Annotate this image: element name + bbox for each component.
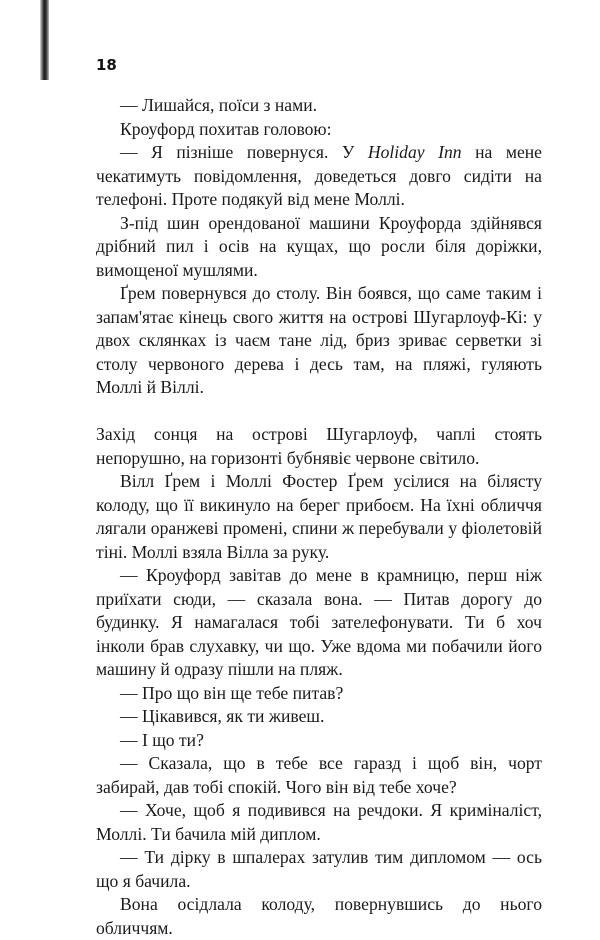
paragraph: Кроуфорд похитав головою: xyxy=(120,118,332,139)
paragraph: — Про що він ще тебе питав? xyxy=(120,682,344,703)
paragraph: З-під шин орендованої машини Кроуфорда здійнявся дрібний пил і осів на кущах, що росли біля доріжки, вимощеної мушлями. xyxy=(96,212,542,280)
paragraph: — І що ти? xyxy=(120,729,204,750)
text-run: — Я пізніше повернуся. У xyxy=(120,142,368,162)
paragraph: Ґрем повернувся до столу. Він боявся, що саме таким і запам'ятає кінець свого життя на острові Шугарлоуф-Кі: у двох склянках із чаєм тане лід, бриз зриває серветки зі столу червоного дерева і десь там, на пляжі, гуляють Моллі й Віллі. xyxy=(96,283,542,397)
italic-name: Holiday Inn xyxy=(367,142,462,162)
paragraph: Вона осідлала колоду, повернувшись до нього обличчям. xyxy=(96,894,542,938)
paragraph: Захід сонця на острові Шугарлоуф, чаплі стоять непорушно, на горизонті бубнявіє червоне світило. xyxy=(96,424,542,468)
paragraph: — Сказала, що в тебе все гаразд і щоб він, чорт забирай, дав тобі спокій. Чого він від тебе хоче? xyxy=(96,753,542,797)
paragraph: Вілл Ґрем і Моллі Фостер Ґрем усілися на білясту колоду, що її викинуло на берег прибоєм. На їхні обличчя лягали оранжеві промені, спини ж перебували у фіолетовій тіні. Моллі взяла Вілла за руку. xyxy=(96,471,542,562)
text-run: на мене чекатимуть повідомлення, доведеться довго сидіти на телефоні. Проте подякуй від мене Моллі. xyxy=(96,142,542,209)
body-text xyxy=(96,94,542,940)
book-spine-shadow xyxy=(40,0,49,80)
paragraph: — Хоче, щоб я подивився на речдоки. Я криміналіст, Моллі. Ти бачила мій диплом. xyxy=(96,800,542,844)
page-number: 18 xyxy=(96,56,117,74)
paragraph: — Ти дірку в шпалерах затулив тим дипломом — ось що я бачила. xyxy=(96,847,542,891)
paragraph xyxy=(96,141,542,212)
paragraph: — Цікавився, як ти живеш. xyxy=(120,706,325,726)
paragraph: — Лишайся, поїси з нами. xyxy=(120,95,318,115)
paragraph: — Кроуфорд завітав до мене в крамницю, перш ніж приїхати сюди, — сказала вона. — Питав дорогу до будинку. Я намагалася тобі зателефонувати. Ти б хоч інколи брав слухавку, чи що. Уже вдома ми побачили його машину й одразу пішли на пляж. xyxy=(96,565,542,679)
